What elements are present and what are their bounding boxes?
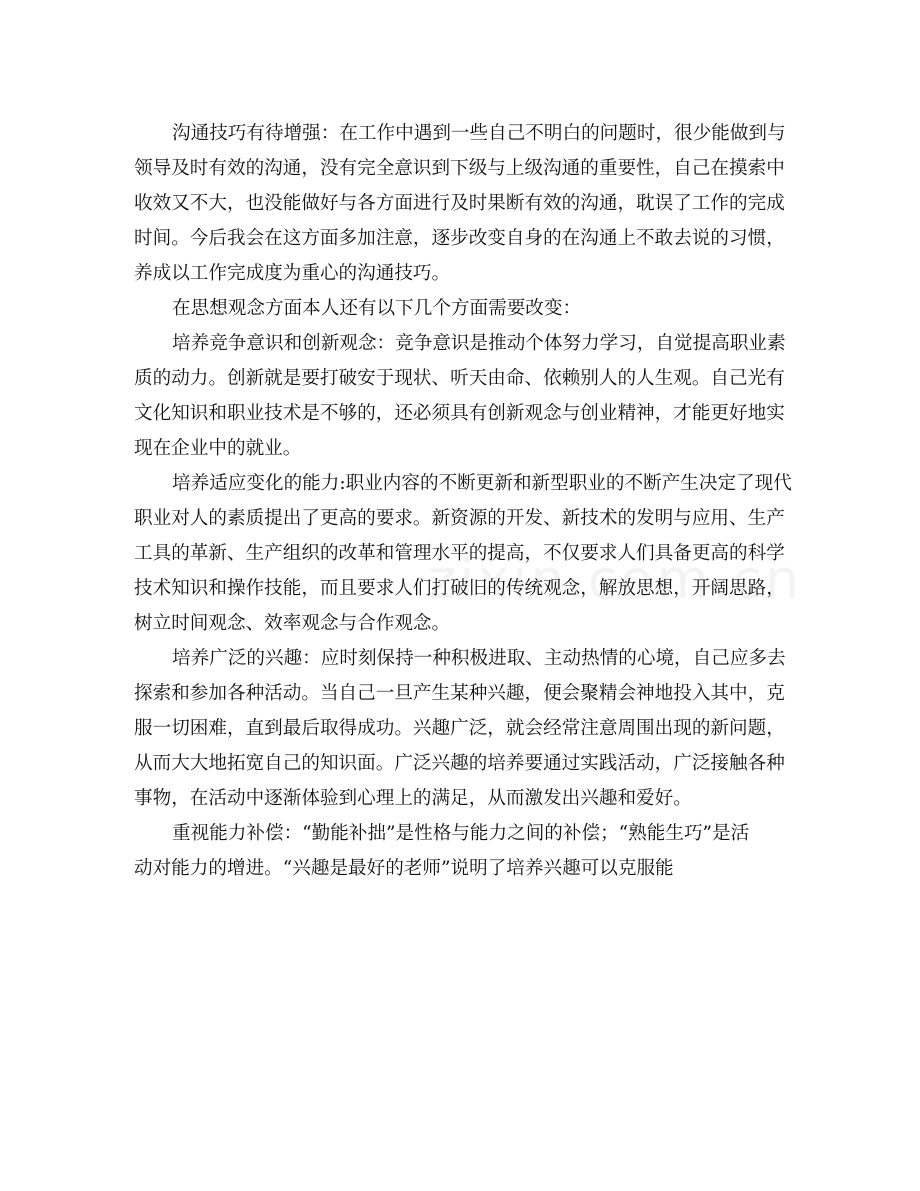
text-line: 质的动力。创新就是要打破安于现状、听天由命、依赖别人的人生观。自己光有 — [134, 368, 785, 389]
text-line: 事物，在活动中逐渐体验到心理上的满足，从而激发出兴趣和爱好。 — [134, 788, 692, 809]
text-line: 从而大大地拓宽自己的知识面。广泛兴趣的培养要通过实践活动，广泛接触各种 — [134, 753, 785, 774]
text-line: 职业对人的素质提出了更高的要求。新资源的开发、新技术的发明与应用、生产 — [134, 508, 785, 529]
text-line: 领导及时有效的沟通，没有完全意识到下级与上级沟通的重要性，自己在摸索中 — [134, 158, 785, 179]
text-line: 培养适应变化的能力:职业内容的不断更新和新型职业的不断产生决定了现代 — [172, 473, 792, 494]
text-line: 技术知识和操作技能，而且要求人们打破旧的传统观念，解放思想，开阔思路， — [134, 578, 785, 599]
text-line: 动对能力的增进。“兴趣是最好的老师”说明了培养兴趣可以克服能 — [134, 858, 674, 879]
text-line: 文化知识和职业技术是不够的，还必须具有创新观念与创业精神，才能更好地实 — [134, 403, 785, 424]
text-line: 现在企业中的就业。 — [134, 438, 302, 459]
text-line: 培养广泛的兴趣：应时刻保持一种积极进取、主动热情的心境，自己应多去 — [172, 648, 786, 669]
text-line: 收效又不大，也没能做好与各方面进行及时果断有效的沟通，耽误了工作的完成 — [134, 193, 785, 214]
text-line: 重视能力补偿：“勤能补拙”是性格与能力之间的补偿；“熟能生巧”是活 — [172, 823, 750, 844]
text-line: 沟通技巧有待增强：在工作中遇到一些自己不明白的问题时，很少能做到与 — [172, 123, 786, 144]
text-line: 在思想观念方面本人还有以下几个方面需要改变： — [172, 298, 582, 319]
text-line: 服一切困难，直到最后取得成功。兴趣广泛，就会经常注意周围出现的新问题， — [134, 718, 785, 739]
text-line: 工具的革新、生产组织的改革和管理水平的提高，不仅要求人们具备更高的科学 — [134, 543, 785, 564]
text-line: 探索和参加各种活动。当自己一旦产生某种兴趣，便会聚精会神地投入其中，克 — [134, 683, 785, 704]
text-line: 树立时间观念、效率观念与合作观念。 — [134, 613, 451, 634]
text-line: 培养竞争意识和创新观念：竞争意识是推动个体努力学习，自觉提高职业素 — [172, 333, 786, 354]
text-line: 养成以工作完成度为重心的沟通技巧。 — [134, 263, 451, 284]
text-line: 时间。今后我会在这方面多加注意，逐步改变自身的在沟通上不敢去说的习惯， — [134, 228, 785, 249]
